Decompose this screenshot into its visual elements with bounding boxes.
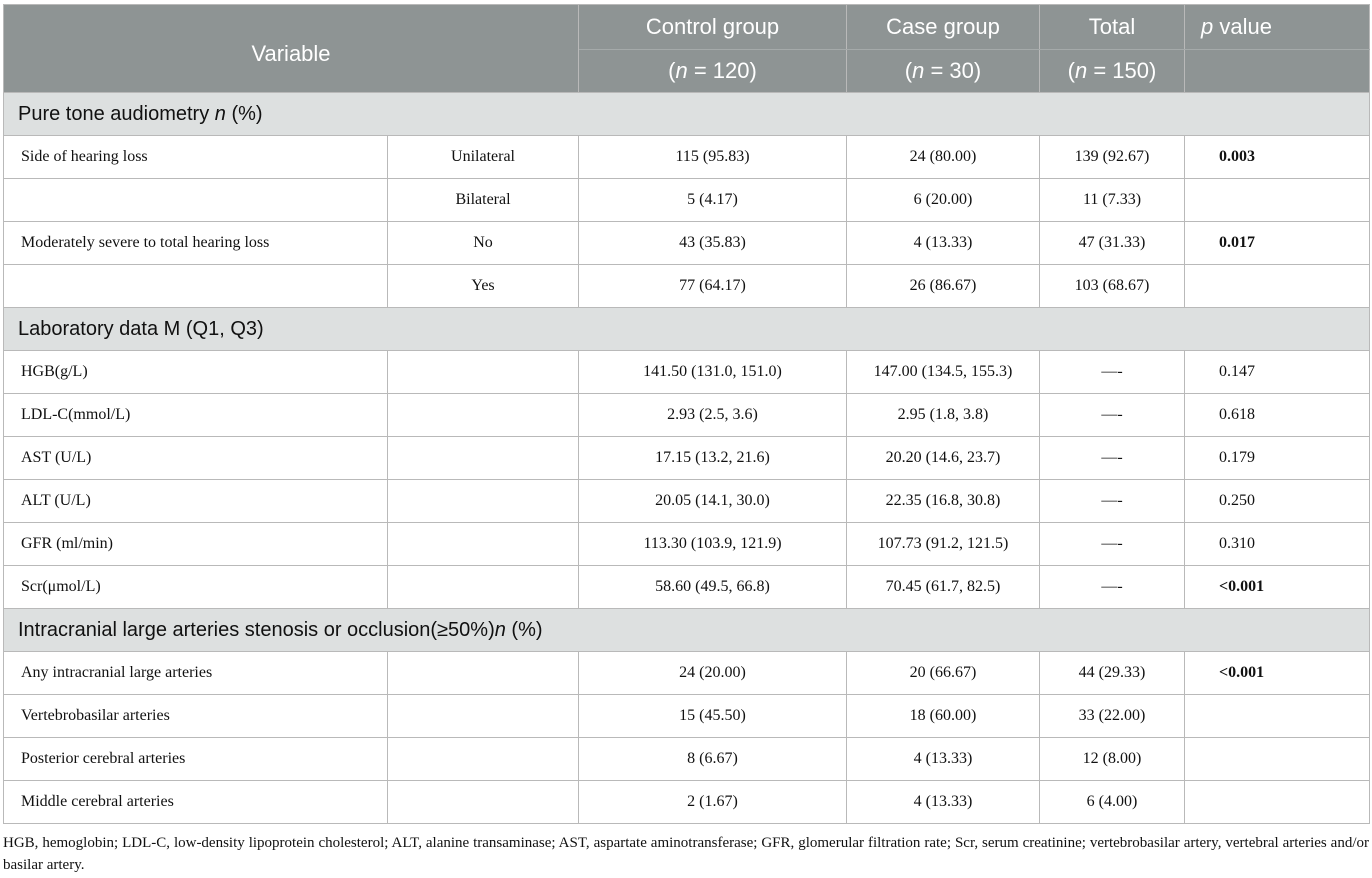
- header-p-blank: [1185, 50, 1370, 93]
- row-total: —-: [1040, 566, 1185, 609]
- row-p: [1185, 738, 1370, 781]
- row-label: LDL-C(mmol/L): [4, 394, 388, 437]
- row-total: —-: [1040, 437, 1185, 480]
- row-p: [1185, 695, 1370, 738]
- row-case: 4 (13.33): [847, 222, 1040, 265]
- row-control: 113.30 (103.9, 121.9): [579, 523, 847, 566]
- results-table: [3, 4, 1370, 824]
- row-control: 2 (1.67): [579, 781, 847, 824]
- row-case: 147.00 (134.5, 155.3): [847, 351, 1040, 394]
- row-label: AST (U/L): [4, 437, 388, 480]
- row-control: 8 (6.67): [579, 738, 847, 781]
- row-label: Posterior cerebral arteries: [4, 738, 388, 781]
- row-sub: [388, 480, 579, 523]
- row-label: HGB(g/L): [4, 351, 388, 394]
- row-label: [4, 179, 388, 222]
- table-row: [4, 179, 1370, 222]
- row-total: —-: [1040, 351, 1185, 394]
- table-row: [4, 136, 1370, 179]
- row-p: 0.147: [1185, 351, 1370, 394]
- table-row: [4, 523, 1370, 566]
- row-case: 24 (80.00): [847, 136, 1040, 179]
- row-sub: Bilateral: [388, 179, 579, 222]
- table-header: [4, 5, 1370, 93]
- table-row: [4, 265, 1370, 308]
- row-p: [1185, 265, 1370, 308]
- table-row: [4, 437, 1370, 480]
- row-label: Vertebrobasilar arteries: [4, 695, 388, 738]
- row-case: 70.45 (61.7, 82.5): [847, 566, 1040, 609]
- row-case: 20 (66.67): [847, 652, 1040, 695]
- row-sub: [388, 781, 579, 824]
- row-total: 139 (92.67): [1040, 136, 1185, 179]
- row-total: —-: [1040, 523, 1185, 566]
- row-label: Any intracranial large arteries: [4, 652, 388, 695]
- row-p: [1185, 179, 1370, 222]
- header-total-n: (n = 150): [1040, 50, 1185, 93]
- header-case: Case group: [847, 5, 1040, 50]
- row-label: Moderately severe to total hearing loss: [4, 222, 388, 265]
- row-case: 22.35 (16.8, 30.8): [847, 480, 1040, 523]
- row-case: 4 (13.33): [847, 781, 1040, 824]
- row-p: 0.250: [1185, 480, 1370, 523]
- header-control: Control group: [579, 5, 847, 50]
- row-sub: [388, 394, 579, 437]
- header-control-n: (n = 120): [579, 50, 847, 93]
- row-total: 103 (68.67): [1040, 265, 1185, 308]
- row-total: 33 (22.00): [1040, 695, 1185, 738]
- row-p: 0.017: [1185, 222, 1370, 265]
- table-row: [4, 738, 1370, 781]
- table-row: [4, 394, 1370, 437]
- table-row: [4, 480, 1370, 523]
- row-control: 17.15 (13.2, 21.6): [579, 437, 847, 480]
- row-sub: No: [388, 222, 579, 265]
- header-total: Total: [1040, 5, 1185, 50]
- row-p: <0.001: [1185, 566, 1370, 609]
- row-control: 43 (35.83): [579, 222, 847, 265]
- row-sub: [388, 437, 579, 480]
- row-p: 0.310: [1185, 523, 1370, 566]
- row-control: 77 (64.17): [579, 265, 847, 308]
- row-label: Middle cerebral arteries: [4, 781, 388, 824]
- table-row: [4, 695, 1370, 738]
- row-label: [4, 265, 388, 308]
- header-case-n: (n = 30): [847, 50, 1040, 93]
- row-total: 47 (31.33): [1040, 222, 1185, 265]
- row-sub: Yes: [388, 265, 579, 308]
- section-laboratory-data: Laboratory data M (Q1, Q3): [4, 308, 1370, 351]
- row-sub: [388, 351, 579, 394]
- table-row: [4, 351, 1370, 394]
- table-row: [4, 652, 1370, 695]
- table-row: [4, 781, 1370, 824]
- row-case: 4 (13.33): [847, 738, 1040, 781]
- section-intracranial-arteries: Intracranial large arteries stenosis or occlusion(≥50%)n (%): [4, 609, 1370, 652]
- row-control: 5 (4.17): [579, 179, 847, 222]
- row-control: 141.50 (131.0, 151.0): [579, 351, 847, 394]
- row-control: 24 (20.00): [579, 652, 847, 695]
- row-control: 58.60 (49.5, 66.8): [579, 566, 847, 609]
- row-sub: [388, 652, 579, 695]
- row-control: 20.05 (14.1, 30.0): [579, 480, 847, 523]
- row-total: 44 (29.33): [1040, 652, 1185, 695]
- row-p: 0.003: [1185, 136, 1370, 179]
- table-row: [4, 566, 1370, 609]
- row-p: 0.618: [1185, 394, 1370, 437]
- row-total: 11 (7.33): [1040, 179, 1185, 222]
- row-case: 20.20 (14.6, 23.7): [847, 437, 1040, 480]
- row-total: 12 (8.00): [1040, 738, 1185, 781]
- row-sub: [388, 695, 579, 738]
- row-p: <0.001: [1185, 652, 1370, 695]
- row-label: Side of hearing loss: [4, 136, 388, 179]
- row-control: 15 (45.50): [579, 695, 847, 738]
- row-sub: Unilateral: [388, 136, 579, 179]
- row-total: —-: [1040, 480, 1185, 523]
- row-case: 2.95 (1.8, 3.8): [847, 394, 1040, 437]
- row-sub: [388, 738, 579, 781]
- row-case: 6 (20.00): [847, 179, 1040, 222]
- table-row: [4, 222, 1370, 265]
- section-pure-tone-audiometry: Pure tone audiometry n (%): [4, 93, 1370, 136]
- row-label: ALT (U/L): [4, 480, 388, 523]
- row-control: 115 (95.83): [579, 136, 847, 179]
- row-sub: [388, 523, 579, 566]
- header-variable: Variable: [4, 5, 579, 93]
- row-control: 2.93 (2.5, 3.6): [579, 394, 847, 437]
- row-case: 18 (60.00): [847, 695, 1040, 738]
- row-sub: [388, 566, 579, 609]
- row-label: Scr(μmol/L): [4, 566, 388, 609]
- row-p: 0.179: [1185, 437, 1370, 480]
- row-total: —-: [1040, 394, 1185, 437]
- header-p-value: p value: [1185, 5, 1370, 50]
- row-p: [1185, 781, 1370, 824]
- row-case: 107.73 (91.2, 121.5): [847, 523, 1040, 566]
- row-total: 6 (4.00): [1040, 781, 1185, 824]
- row-case: 26 (86.67): [847, 265, 1040, 308]
- row-label: GFR (ml/min): [4, 523, 388, 566]
- table-footnote: HGB, hemoglobin; LDL-C, low-density lipoprotein cholesterol; ALT, alanine transaminase; AST, aspartate aminotransferase; GFR, glomerular filtration rate; Scr, serum creatinine; vertebrobasilar artery, vertebral arteries and/or basilar artery.: [3, 835, 1369, 873]
